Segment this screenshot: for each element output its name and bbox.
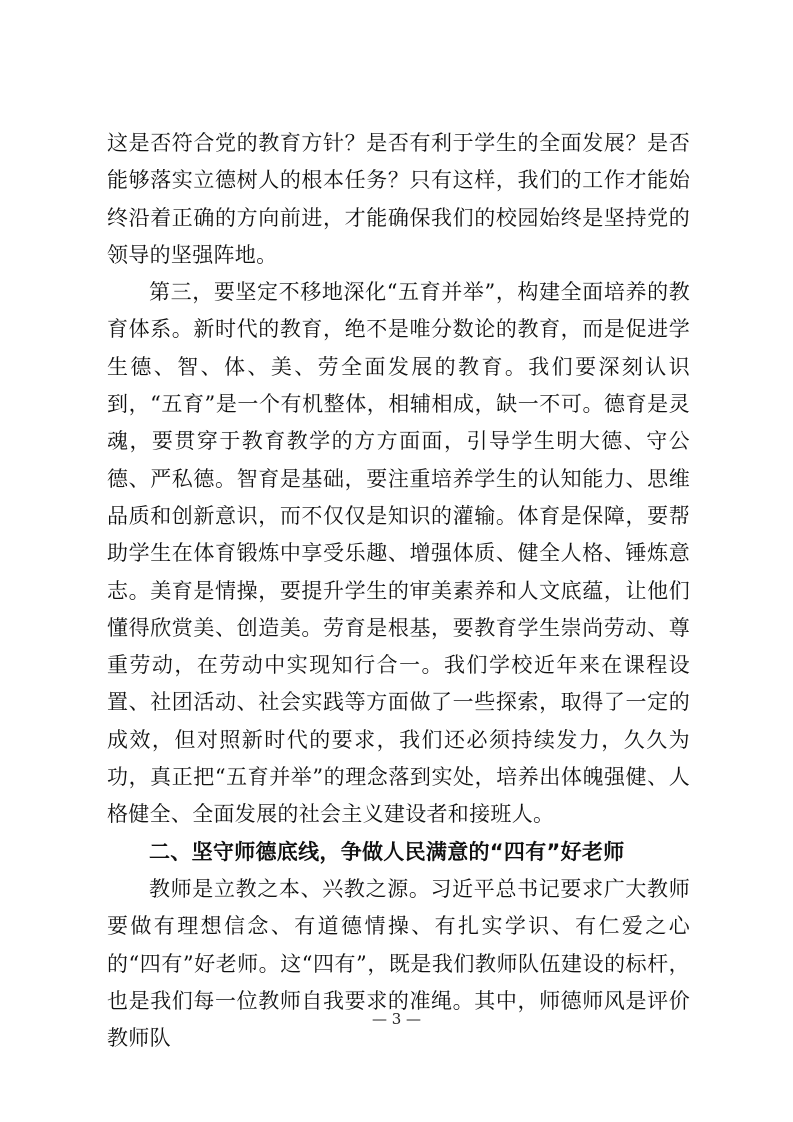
paragraph-five-education: 第三，要坚定不移地深化“五育并举”，构建全面培养的教育体系。新时代的教育，绝不是唯分数论的教育，而是促进学生德、智、体、美、劳全面发展的教育。我们要深刻认识到，“五育”是一个有机整体，相辅相成，缺一不可。德育是灵魂，要贯穿于教育教学的方方面面，引导学生明大德、守公德、严私德。智育是基础，要注重培养学生的认知能力、思维品质和创新意识，而不仅仅是知识的灌输。体育是保障，要帮助学生在体育锻炼中享受乐趣、增强体质、健全人格、锤炼意志。美育是情操，要提升学生的审美素养和人文底蕴，让他们懂得欣赏美、创造美。劳育是根基，要教育学生崇尚劳动、尊重劳动，在劳动中实现知行合一。我们学校近年来在课程设置、社团活动、社会实践等方面做了一些探索，取得了一定的成效，但对照新时代的要求，我们还必须持续发力，久久为功，真正把“五育并举”的理念落到实处，培养出体魄强健、人格健全、全面发展的社会主义建设者和接班人。 (107, 280, 690, 827)
page-number: — 3 — (371, 1010, 422, 1028)
document-body (107, 125, 690, 1057)
paragraph-continuation: 这是否符合党的教育方针？是否有利于学生的全面发展？是否能够落实立德树人的根本任务？只有这样，我们的工作才能始终沿着正确的方向前进，才能确保我们的校园始终是坚持党的领导的坚强阵地。 (107, 131, 690, 267)
paragraph-four-haves-teacher: 教师是立教之本、兴教之源。习近平总书记要求广大教师要做有理想信念、有道德情操、有扎实学识、有仁爱之心的“四有”好老师。这“四有”，既是我们教师队伍建设的标杆，也是我们每一位教师自我要求的准绳。其中，师德师风是评价教师队 (107, 876, 690, 1051)
section-heading-teacher-ethics: 二、坚守师德底线，争做人民满意的“四有”好老师 (149, 839, 625, 864)
